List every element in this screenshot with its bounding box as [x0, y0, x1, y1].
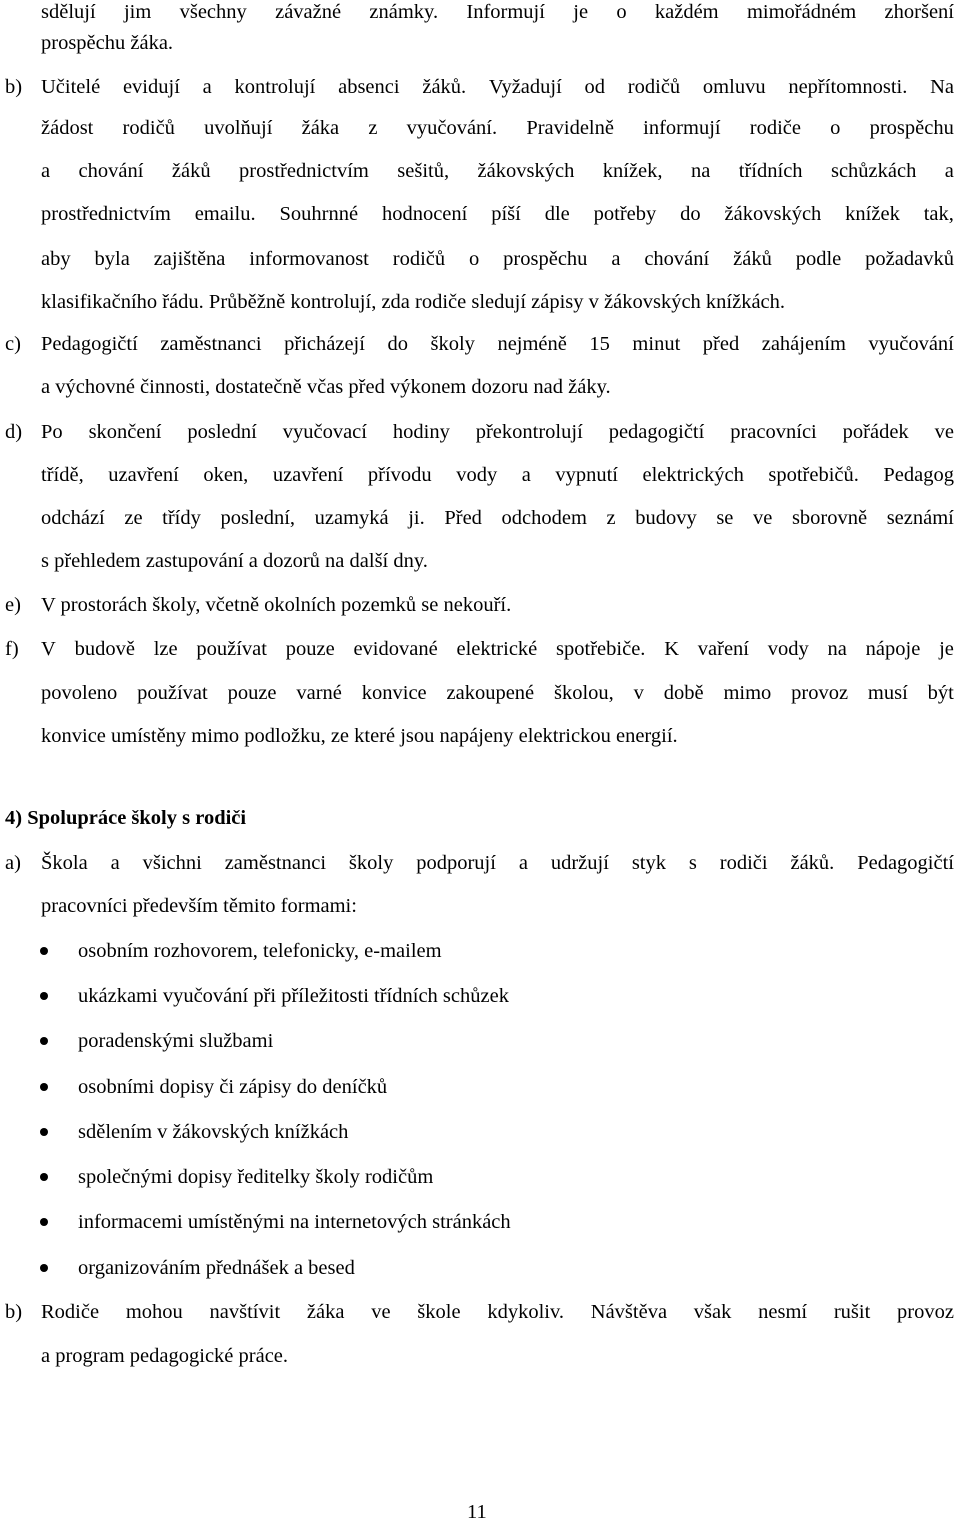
- text-line: a výchovné činnosti, dostatečně včas před výkonem dozoru nad žáky.: [41, 376, 611, 398]
- text-line: Škola a všichni zaměstnanci školy podporují a udržují styk s rodiči žáků. Pedagogičtí: [41, 852, 954, 874]
- bullet-icon: [40, 992, 48, 1000]
- text-line: V prostorách školy, včetně okolních pozemků se nekouří.: [41, 594, 512, 616]
- list-item: společnými dopisy ředitelky školy rodičům: [78, 1166, 434, 1188]
- bullet-icon: [40, 1037, 48, 1045]
- text-line: konvice umístěny mimo podložku, ze které jsou napájeny elektrickou energií.: [41, 725, 678, 747]
- bullet-icon: [40, 947, 48, 955]
- text-line: prostřednictvím emailu. Souhrnné hodnocení píší dle potřeby do žákovských knížek tak,: [41, 203, 954, 225]
- bullet-icon: [40, 1173, 48, 1181]
- text-line: aby byla zajištěna informovanost rodičů o prospěchu a chování žáků podle požadavků: [41, 248, 954, 270]
- text-line: žádost rodičů uvolňují žáka z vyučování. Pravidelně informují rodiče o prospěchu: [41, 117, 954, 139]
- text-line: V budově lze používat pouze evidované elektrické spotřebiče. K vaření vody na nápoje je: [41, 638, 954, 660]
- list-item: poradenskými službami: [78, 1030, 274, 1052]
- text-line: Rodiče mohou navštívit žáka ve škole kdykoliv. Návštěva však nesmí rušit provoz: [41, 1301, 954, 1323]
- list-item: informacemi umístěnými na internetových stránkách: [78, 1211, 511, 1233]
- text-line: klasifikačního řádu. Průběžně kontrolují, zda rodiče sledují zápisy v žákovských knížkách.: [41, 291, 786, 313]
- text-line: pracovníci především těmito formami:: [41, 895, 357, 917]
- list-item: osobním rozhovorem, telefonicky, e-mailem: [78, 940, 442, 962]
- text-line: třídě, uzavření oken, uzavření přívodu vody a vypnutí elektrických spotřebičů. Pedagog: [41, 464, 954, 486]
- text-line: sdělují jim všechny závažné známky. Informují je o každém mimořádném zhoršení: [41, 1, 954, 23]
- bullet-icon: [40, 1083, 48, 1091]
- list-item: organizováním přednášek a besed: [78, 1257, 355, 1279]
- list-item: sdělením v žákovských knížkách: [78, 1121, 349, 1143]
- item-label: a): [5, 852, 21, 874]
- list-item: ukázkami vyučování při příležitosti třídních schůzek: [78, 985, 509, 1007]
- text-line: Po skončení poslední vyučovací hodiny překontrolují pedagogičtí pracovníci pořádek ve: [41, 421, 954, 443]
- item-label: d): [5, 421, 23, 443]
- text-line: odchází ze třídy poslední, uzamyká ji. Před odchodem z budovy se ve sborovně seznámí: [41, 507, 954, 529]
- text-line: prospěchu žáka.: [41, 32, 174, 54]
- text-line: Učitelé evidují a kontrolují absenci žáků. Vyžadují od rodičů omluvu nepřítomnosti. Na: [41, 76, 954, 98]
- text-line: a program pedagogické práce.: [41, 1345, 289, 1367]
- bullet-icon: [40, 1264, 48, 1272]
- bullet-icon: [40, 1128, 48, 1136]
- text-line: Pedagogičtí zaměstnanci přicházejí do školy nejméně 15 minut před zahájením vyučování: [41, 333, 954, 355]
- text-line: s přehledem zastupování a dozorů na další dny.: [41, 550, 428, 572]
- text-line: povoleno používat pouze varné konvice zakoupené školou, v době mimo provoz musí být: [41, 682, 954, 704]
- text-line: a chování žáků prostřednictvím sešitů, žákovských knížek, na třídních schůzkách a: [41, 160, 954, 182]
- item-label: c): [5, 333, 21, 355]
- list-item: osobními dopisy či zápisy do deníčků: [78, 1076, 388, 1098]
- item-label: f): [5, 638, 19, 660]
- page-number: 11: [467, 1501, 487, 1523]
- item-label: e): [5, 594, 21, 616]
- section-heading: 4) Spolupráce školy s rodiči: [5, 807, 247, 829]
- item-label: b): [5, 1301, 23, 1323]
- item-label: b): [5, 76, 23, 98]
- bullet-icon: [40, 1218, 48, 1226]
